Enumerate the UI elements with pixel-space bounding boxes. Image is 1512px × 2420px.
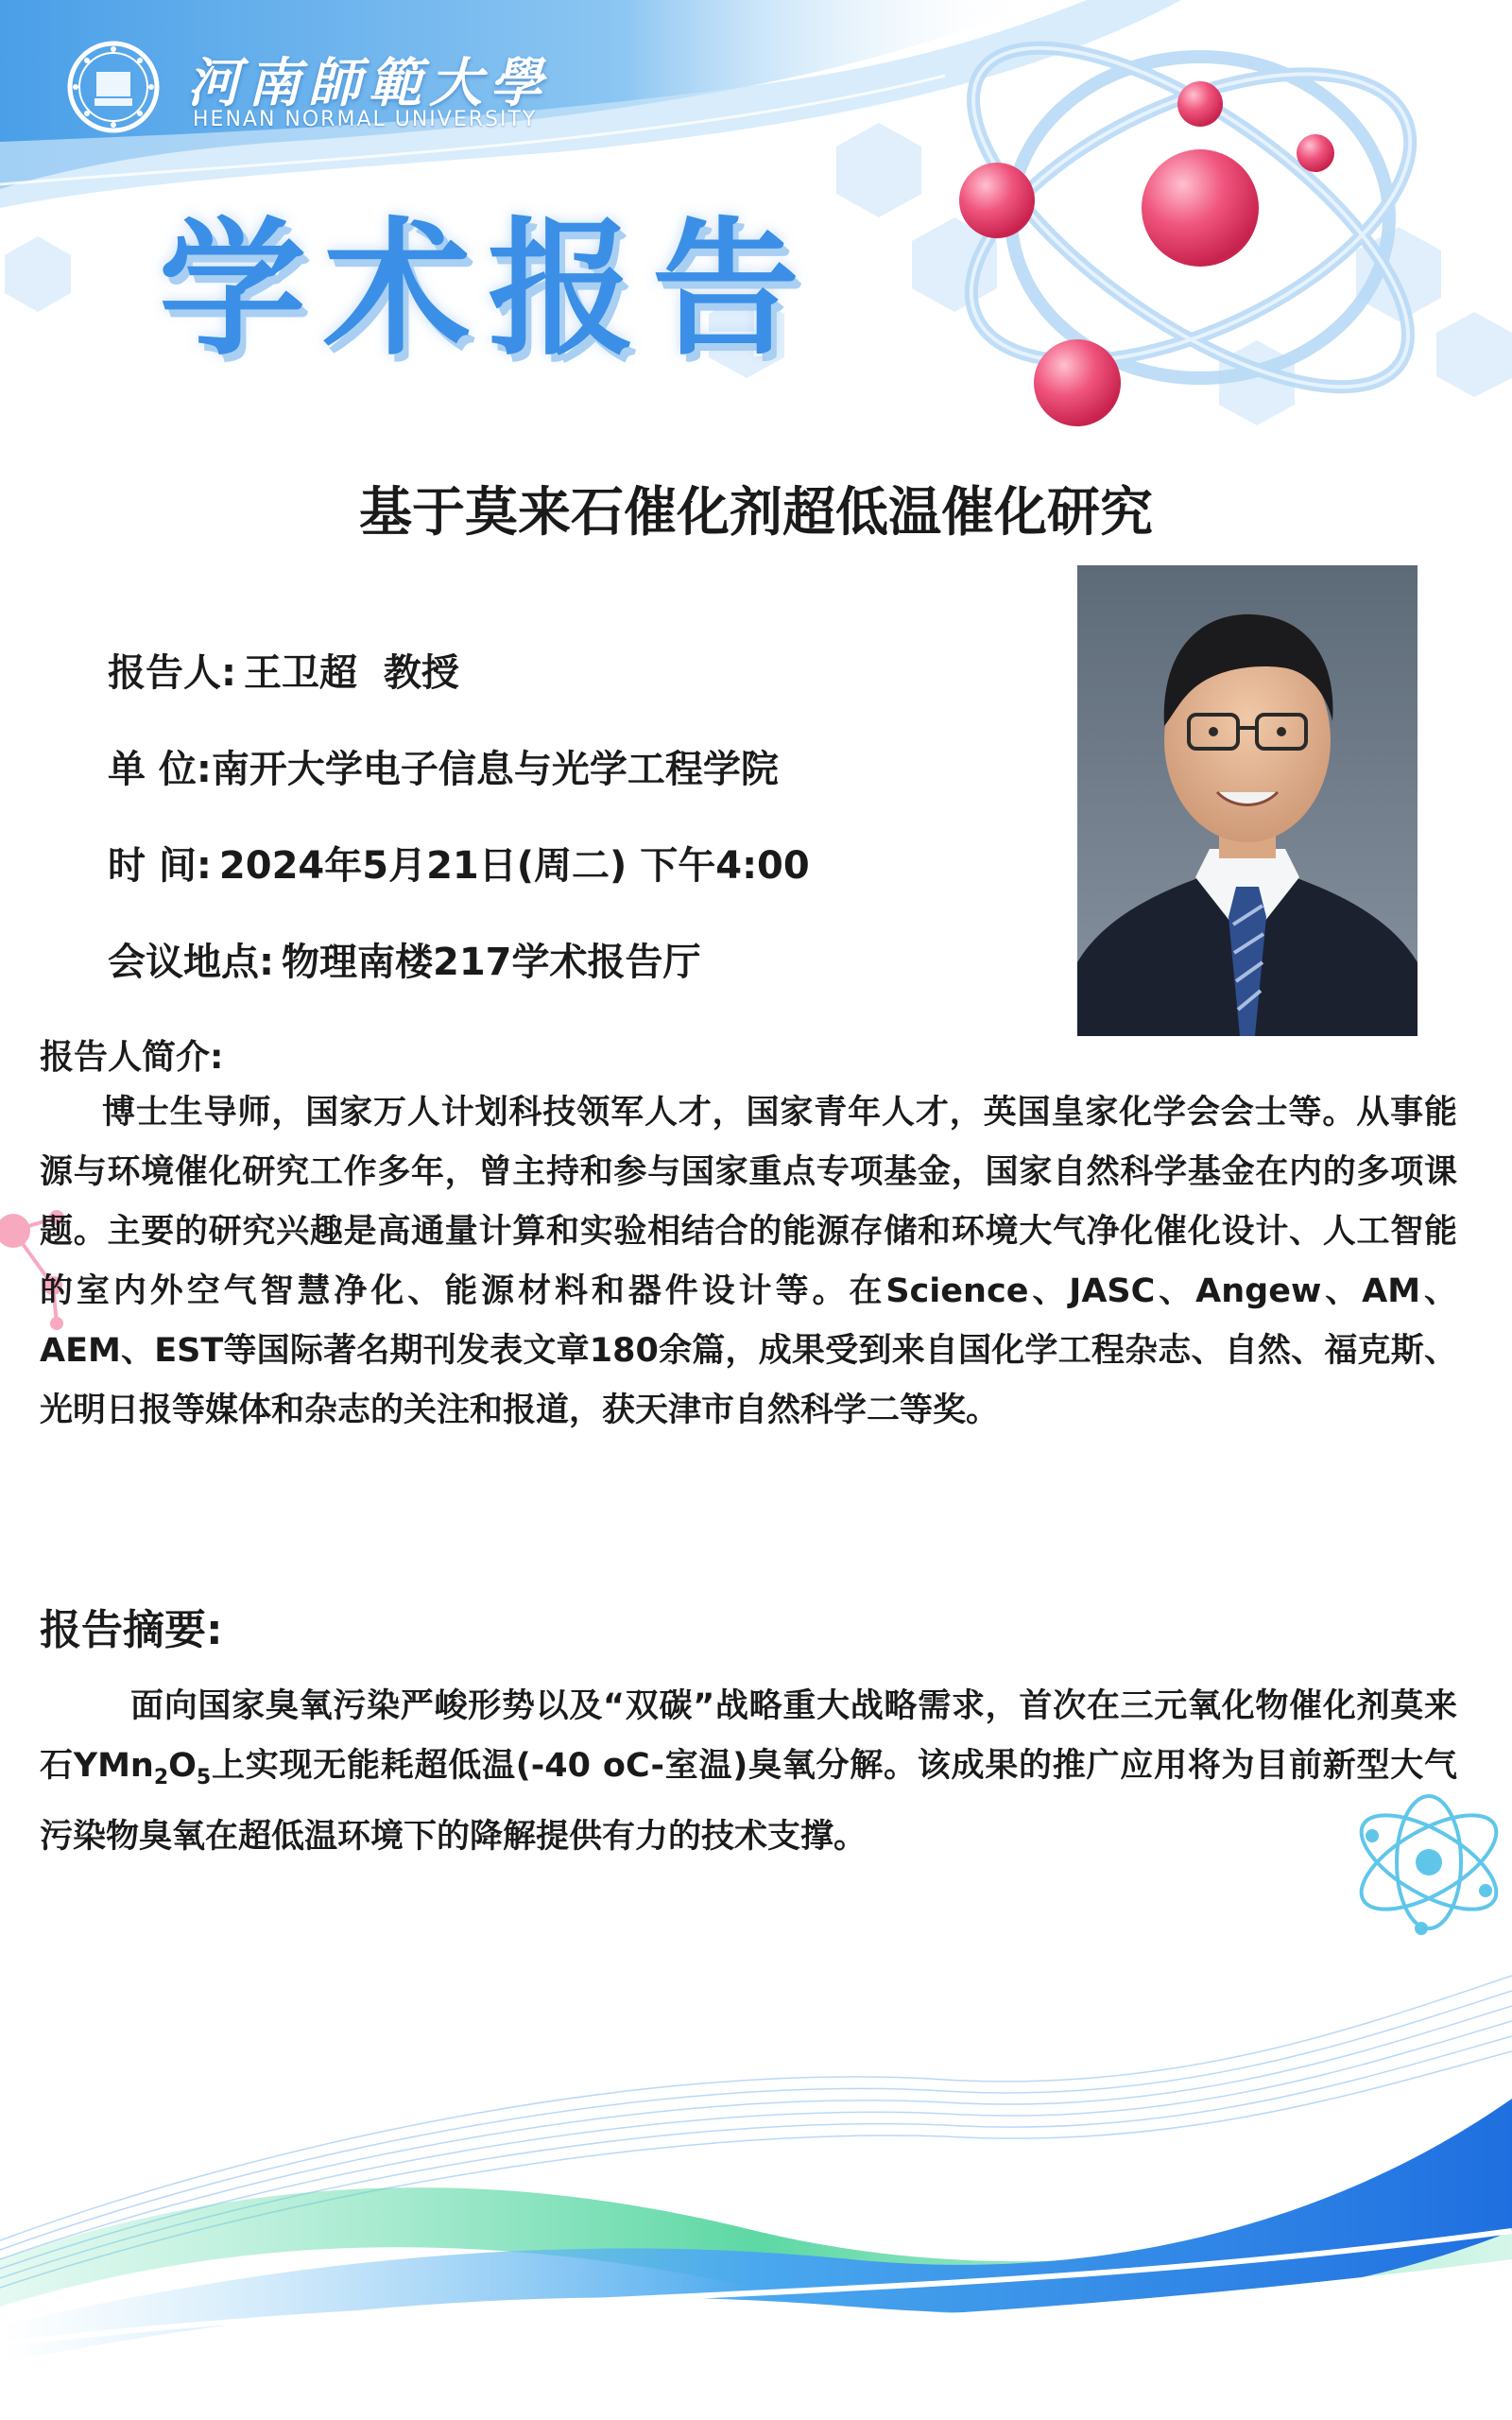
footer-wave-decoration	[0, 1947, 1512, 2420]
abstract-heading: 报告摘要:	[40, 1606, 223, 1654]
venue-value: 物理南楼217学术报告厅	[282, 941, 701, 984]
abstract-subscript-2: 5	[196, 1766, 212, 1789]
abstract-paragraph	[40, 1677, 1457, 1867]
speaker-photo	[1077, 565, 1418, 1036]
time-row	[108, 836, 810, 890]
bio-paragraph: 博士生导师，国家万人计划科技领军人才，国家青年人才，英国皇家化学会会士等。从事能源与环境催化研究工作多年，曾主持和参与国家重点专项基金，国家自然科学基金在内的多项课题。主要的研究兴趣是高通量计算和实验相结合的能源存储和环境大气净化催化设计、人工智能的室内外空气智慧净化、能源材料和器件设计等。在Science、JASC、Angew、AM、AEM、EST等国际著名期刊发表文章180余篇，成果受到来自国化学工程杂志、自然、福克斯、光明日报等媒体和杂志的关注和报道，获天津市自然科学二等奖。	[40, 1094, 1457, 1429]
time-label: 时 间:	[108, 844, 212, 888]
time-value: 2024年5月21日(周二) 下午4:00	[218, 844, 810, 888]
atom-decoration-icon	[1334, 1777, 1512, 1938]
talk-title: 基于莫来石催化剂超低温催化研究	[359, 482, 1153, 544]
speaker-label: 报告人:	[108, 651, 236, 695]
abstract-text-part1: 面向国家臭氧污染严峻形势以及“双碳”战略重大战略需求，首次在三元氧化物催化剂莫来石YMn	[40, 1687, 1457, 1785]
university-name-cn: 河南師範大學	[187, 52, 550, 114]
university-seal-icon	[66, 40, 161, 134]
unit-value: 南开大学电子信息与光学工程学院	[211, 748, 779, 791]
university-logo	[66, 40, 550, 134]
abstract-text-part3: 上实现无能耗超低温(-40 oC-室温)臭氧分解。该成果的推广应用将为目前新型大气污染物臭氧在超低温环境下的降解提供有力的技术支撑。	[40, 1747, 1457, 1856]
bio-heading: 报告人简介:	[40, 1038, 224, 1077]
speaker-row	[108, 643, 459, 697]
venue-row	[108, 932, 701, 986]
venue-label: 会议地点:	[108, 941, 274, 984]
university-name-en: HENAN NORMAL UNIVERSITY	[193, 108, 538, 131]
banner-title: 学术报告	[159, 203, 816, 375]
speaker-value: 王卫超 教授	[244, 651, 459, 695]
unit-row	[108, 739, 779, 793]
abstract-text-part2: O	[168, 1747, 197, 1785]
abstract-subscript-1: 2	[153, 1766, 169, 1789]
unit-label: 单 位:	[108, 748, 212, 791]
